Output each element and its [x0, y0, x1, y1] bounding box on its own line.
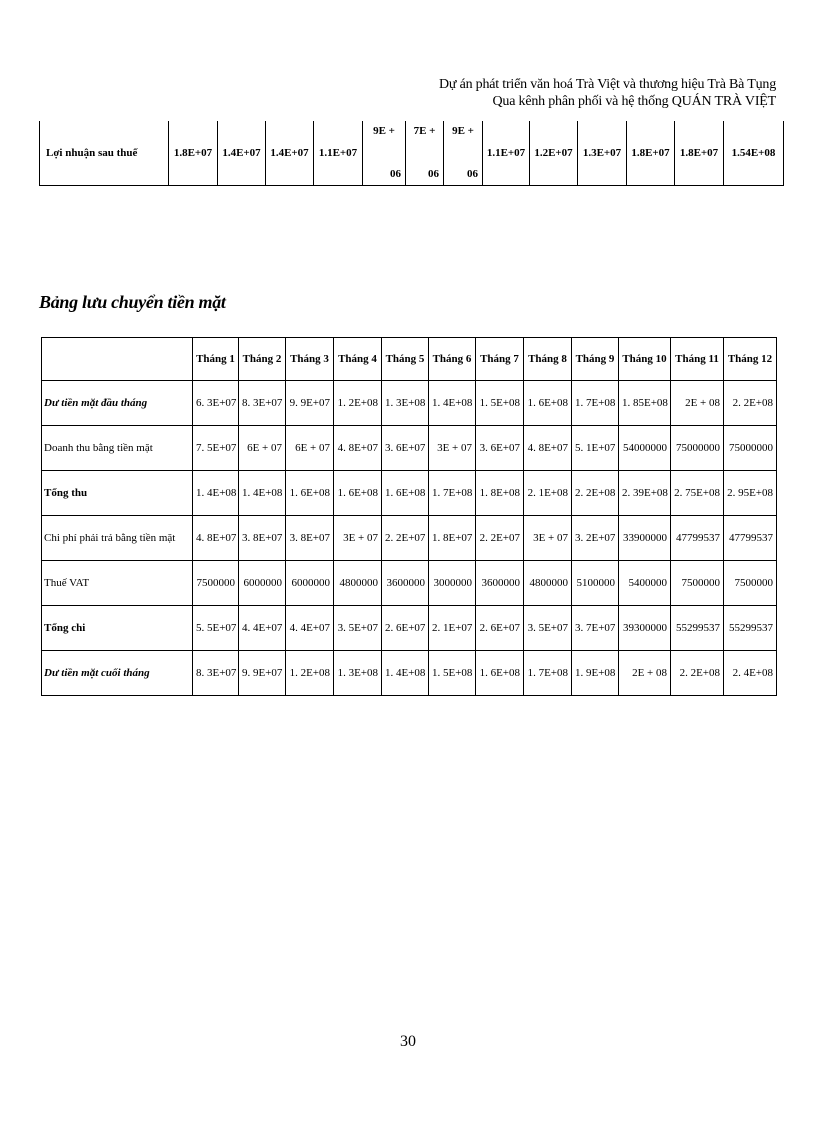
value-cell: 3. 8E+07 — [239, 516, 286, 561]
cash-flow-row — [42, 606, 777, 651]
value-cell: 1. 7E+08 — [572, 381, 619, 426]
profit-cell: 1.4E+07 — [266, 121, 314, 186]
value-cell: 7500000 — [193, 561, 239, 606]
value-cell: 75000000 — [671, 426, 724, 471]
value-cell: 1. 6E+08 — [334, 471, 382, 516]
row-label: Dư tiền mặt đầu tháng — [42, 381, 193, 426]
value-cell: 5100000 — [572, 561, 619, 606]
month-header: Tháng 3 — [286, 338, 334, 381]
value-cell: 2. 95E+08 — [724, 471, 777, 516]
value-cell: 75000000 — [724, 426, 777, 471]
value-cell: 2. 6E+07 — [476, 606, 524, 651]
cash-flow-row — [42, 651, 777, 696]
value-cell: 1. 85E+08 — [619, 381, 671, 426]
profit-cell: 1.8E+07 — [675, 121, 724, 186]
header-line-1: Dự án phát triển văn hoá Trà Việt và thương hiệu Trà Bà Tụng — [438, 77, 776, 92]
value-cell: 1. 8E+07 — [429, 516, 476, 561]
value-cell: 1. 6E+08 — [382, 471, 429, 516]
value-cell: 2E + 08 — [671, 381, 724, 426]
value-cell: 4. 4E+07 — [286, 606, 334, 651]
month-header: Tháng 2 — [239, 338, 286, 381]
row-label: Tổng chi — [42, 606, 193, 651]
document-header — [439, 76, 776, 110]
value-cell: 33900000 — [619, 516, 671, 561]
month-header: Tháng 5 — [382, 338, 429, 381]
month-header: Tháng 12 — [724, 338, 777, 381]
value-cell: 47799537 — [724, 516, 777, 561]
value-cell: 4. 8E+07 — [334, 426, 382, 471]
profit-after-tax-table — [39, 121, 784, 186]
value-cell: 3. 2E+07 — [572, 516, 619, 561]
cash-flow-table — [41, 337, 777, 696]
profit-cell-bottom: 06 — [428, 168, 439, 180]
profit-cell: 1.8E+07 — [627, 121, 675, 186]
month-header: Tháng 6 — [429, 338, 476, 381]
value-cell: 3600000 — [382, 561, 429, 606]
profit-cell-split — [406, 121, 444, 186]
value-cell: 3E + 07 — [334, 516, 382, 561]
value-cell: 3. 5E+07 — [524, 606, 572, 651]
profit-cell: 1.2E+07 — [530, 121, 578, 186]
page-number: 30 — [400, 1033, 416, 1050]
value-cell: 3. 6E+07 — [382, 426, 429, 471]
cash-flow-row — [42, 516, 777, 561]
value-cell: 2. 2E+07 — [476, 516, 524, 561]
value-cell: 2. 75E+08 — [671, 471, 724, 516]
value-cell: 55299537 — [724, 606, 777, 651]
value-cell: 4800000 — [334, 561, 382, 606]
value-cell: 2. 6E+07 — [382, 606, 429, 651]
profit-row — [40, 121, 784, 186]
profit-total-cell: 1.54E+08 — [724, 121, 784, 186]
cash-flow-row — [42, 426, 777, 471]
value-cell: 3. 7E+07 — [572, 606, 619, 651]
value-cell: 6. 3E+07 — [193, 381, 239, 426]
value-cell: 1. 6E+08 — [286, 471, 334, 516]
value-cell: 1. 5E+08 — [476, 381, 524, 426]
value-cell: 5. 5E+07 — [193, 606, 239, 651]
month-header: Tháng 1 — [193, 338, 239, 381]
value-cell: 3. 5E+07 — [334, 606, 382, 651]
row-label: Tổng thu — [42, 471, 193, 516]
value-cell: 2E + 08 — [619, 651, 671, 696]
value-cell: 1. 5E+08 — [429, 651, 476, 696]
profit-cell: 1.8E+07 — [169, 121, 218, 186]
value-cell: 8. 3E+07 — [193, 651, 239, 696]
month-header: Tháng 8 — [524, 338, 572, 381]
value-cell: 2. 4E+08 — [724, 651, 777, 696]
value-cell: 4. 4E+07 — [239, 606, 286, 651]
value-cell: 3. 6E+07 — [476, 426, 524, 471]
value-cell: 2. 2E+08 — [671, 651, 724, 696]
value-cell: 54000000 — [619, 426, 671, 471]
value-cell: 1. 2E+08 — [334, 381, 382, 426]
value-cell: 1. 3E+08 — [334, 651, 382, 696]
value-cell: 1. 6E+08 — [524, 381, 572, 426]
value-cell: 1. 2E+08 — [286, 651, 334, 696]
value-cell: 1. 6E+08 — [476, 651, 524, 696]
value-cell: 6000000 — [286, 561, 334, 606]
value-cell: 9. 9E+07 — [239, 651, 286, 696]
cash-flow-title: Bảng lưu chuyển tiền mặt — [39, 292, 226, 312]
profit-cell-bottom: 06 — [467, 168, 478, 180]
value-cell: 8. 3E+07 — [239, 381, 286, 426]
value-cell: 1. 3E+08 — [382, 381, 429, 426]
value-cell: 4800000 — [524, 561, 572, 606]
month-header: Tháng 9 — [572, 338, 619, 381]
row-label: Dư tiền mặt cuối tháng — [42, 651, 193, 696]
profit-cell: 1.3E+07 — [578, 121, 627, 186]
value-cell: 3000000 — [429, 561, 476, 606]
profit-cell-bottom: 06 — [390, 168, 401, 180]
month-header: Tháng 7 — [476, 338, 524, 381]
value-cell: 1. 4E+08 — [382, 651, 429, 696]
value-cell: 2. 1E+08 — [524, 471, 572, 516]
profit-cell: 1.4E+07 — [218, 121, 266, 186]
month-header: Tháng 11 — [671, 338, 724, 381]
month-header: Tháng 10 — [619, 338, 671, 381]
profit-cell-split — [444, 121, 483, 186]
value-cell: 4. 8E+07 — [524, 426, 572, 471]
header-line-2: Qua kênh phân phối và hệ thống QUÁN TRÀ VIỆT — [492, 94, 776, 109]
profit-cell: 1.1E+07 — [314, 121, 363, 186]
row-label: Chi phí phải trả bằng tiền mặt — [42, 516, 193, 561]
value-cell: 1. 9E+08 — [572, 651, 619, 696]
value-cell: 5. 1E+07 — [572, 426, 619, 471]
profit-cell-top: 9E + — [452, 125, 474, 137]
value-cell: 2. 2E+08 — [724, 381, 777, 426]
value-cell: 1. 4E+08 — [193, 471, 239, 516]
value-cell: 47799537 — [671, 516, 724, 561]
header-blank-cell — [42, 338, 193, 381]
value-cell: 2. 1E+07 — [429, 606, 476, 651]
row-label: Doanh thu bằng tiền mặt — [42, 426, 193, 471]
value-cell: 4. 8E+07 — [193, 516, 239, 561]
value-cell: 2. 2E+08 — [572, 471, 619, 516]
value-cell: 9. 9E+07 — [286, 381, 334, 426]
value-cell: 2. 39E+08 — [619, 471, 671, 516]
value-cell: 7500000 — [671, 561, 724, 606]
value-cell: 1. 7E+08 — [524, 651, 572, 696]
value-cell: 3E + 07 — [524, 516, 572, 561]
profit-cell: 1.1E+07 — [483, 121, 530, 186]
value-cell: 3E + 07 — [429, 426, 476, 471]
value-cell: 6E + 07 — [286, 426, 334, 471]
value-cell: 7500000 — [724, 561, 777, 606]
value-cell: 1. 7E+08 — [429, 471, 476, 516]
value-cell: 5400000 — [619, 561, 671, 606]
profit-row-label: Lợi nhuận sau thuế — [40, 121, 169, 186]
profit-cell-split — [363, 121, 406, 186]
cash-flow-header-row — [42, 338, 777, 381]
row-label: Thuế VAT — [42, 561, 193, 606]
value-cell: 3600000 — [476, 561, 524, 606]
value-cell: 6E + 07 — [239, 426, 286, 471]
value-cell: 1. 4E+08 — [429, 381, 476, 426]
value-cell: 39300000 — [619, 606, 671, 651]
profit-cell-top: 7E + — [413, 125, 436, 137]
profit-cell-top: 9E + — [373, 125, 395, 137]
cash-flow-row — [42, 381, 777, 426]
value-cell: 7. 5E+07 — [193, 426, 239, 471]
value-cell: 6000000 — [239, 561, 286, 606]
cash-flow-row — [42, 561, 777, 606]
value-cell: 1. 8E+08 — [476, 471, 524, 516]
value-cell: 1. 4E+08 — [239, 471, 286, 516]
value-cell: 2. 2E+07 — [382, 516, 429, 561]
value-cell: 3. 8E+07 — [286, 516, 334, 561]
value-cell: 55299537 — [671, 606, 724, 651]
cash-flow-row — [42, 471, 777, 516]
month-header: Tháng 4 — [334, 338, 382, 381]
